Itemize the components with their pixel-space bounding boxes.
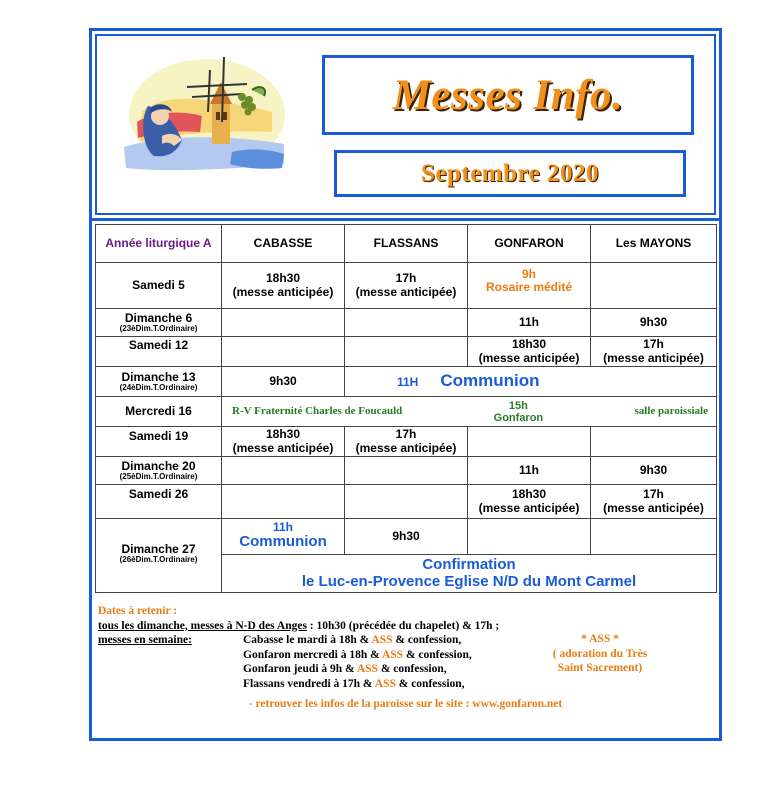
table-row <box>96 485 717 519</box>
cell-mayons: 9h30 <box>591 457 717 485</box>
cell-cabasse: 9h30 <box>222 367 345 397</box>
day-label: Samedi 12 <box>96 337 222 367</box>
page-title: Messes Info. <box>392 71 624 119</box>
cell-flassans <box>345 309 468 337</box>
day-label: Samedi 5 <box>96 263 222 309</box>
notes-heading: Dates à retenir : <box>98 605 178 617</box>
table-row <box>96 427 717 457</box>
cell-flassans <box>345 457 468 485</box>
cell-gonfaron: 9h Rosaire médité <box>468 263 591 309</box>
cell-flassans: 9h30 <box>345 519 468 555</box>
mass-schedule-table <box>95 224 717 593</box>
cell-gonfaron <box>468 427 591 457</box>
website-link[interactable]: - retrouver les infos de la paroisse sur le site : www.gonfaron.net <box>248 698 563 710</box>
table-row <box>96 519 717 555</box>
cell-gonfaron <box>468 519 591 555</box>
day-label: Dimanche 13 (24èDim.T.Ordinaire) <box>96 367 222 397</box>
table-row <box>96 397 717 427</box>
month-title: Septembre 2020 <box>420 159 600 187</box>
cell-flassans: 17h (messe anticipée) <box>345 427 468 457</box>
wednesday-event-cell: R-V Fraternité Charles de Foucauld 15h Gonfaron salle paroissiale <box>222 397 717 427</box>
day-label: Dimanche 6 (23èDim.T.Ordinaire) <box>96 309 222 337</box>
cell-mayons <box>591 263 717 309</box>
column-header-cabasse: CABASSE <box>222 225 345 263</box>
table-row <box>96 263 717 309</box>
column-header-flassans: FLASSANS <box>345 225 468 263</box>
cell-gonfaron: 18h30 (messe anticipée) <box>468 485 591 519</box>
cell-mayons: 9h30 <box>591 309 717 337</box>
cell-cabasse: 18h30 (messe anticipée) <box>222 427 345 457</box>
table-row <box>96 309 717 337</box>
table-row <box>96 457 717 485</box>
table-header-row <box>96 225 717 263</box>
cell-cabasse <box>222 337 345 367</box>
cell-gonfaron: 11h <box>468 309 591 337</box>
weekday-note: Gonfaron mercredi à 18h & ASS & confession, <box>243 648 472 661</box>
cell-flassans <box>345 485 468 519</box>
confirmation-cell: Confirmation le Luc-en-Provence Eglise N/D du Mont Carmel <box>222 555 717 593</box>
communion-merged-cell: 11H Communion <box>345 367 717 397</box>
ass-explanation: * ASS * ( adoration du Très Saint Sacrement) <box>552 633 648 674</box>
month-box <box>334 150 686 197</box>
table-row <box>96 337 717 367</box>
sunday-note: tous les dimanche, messes à N-D des Anges : 10h30 (précédée du chapelet) & 17h ; <box>98 619 500 632</box>
cell-mayons: 17h (messe anticipée) <box>591 485 717 519</box>
weekday-note: Gonfaron jeudi à 9h & ASS & confession, <box>243 663 447 675</box>
cell-mayons <box>591 427 717 457</box>
day-label: Dimanche 27 (26èDim.T.Ordinaire) <box>96 519 222 593</box>
liturgical-year-label: Année liturgique A <box>96 225 222 263</box>
header-separator <box>89 218 722 221</box>
weekday-note: messes en semaine: Cabasse le mardi à 18h & ASS & confession, <box>98 634 462 646</box>
cell-gonfaron: 18h30 (messe anticipée) <box>468 337 591 367</box>
cell-cabasse <box>222 309 345 337</box>
cell-cabasse <box>222 485 345 519</box>
cell-mayons: 17h (messe anticipée) <box>591 337 717 367</box>
table-row <box>96 367 717 397</box>
day-label: Mercredi 16 <box>96 397 222 427</box>
column-header-mayons: Les MAYONS <box>591 225 717 263</box>
column-header-gonfaron: GONFARON <box>468 225 591 263</box>
cell-cabasse: 11h Communion <box>222 519 345 555</box>
cell-gonfaron: 11h <box>468 457 591 485</box>
parish-logo-icon <box>112 52 287 182</box>
weekday-note: Flassans vendredi à 17h & ASS & confession, <box>243 677 465 690</box>
day-label: Dimanche 20 (25èDim.T.Ordinaire) <box>96 457 222 485</box>
cell-flassans <box>345 337 468 367</box>
cell-flassans: 17h (messe anticipée) <box>345 263 468 309</box>
day-label: Samedi 19 <box>96 427 222 457</box>
cell-cabasse <box>222 457 345 485</box>
day-label: Samedi 26 <box>96 485 222 519</box>
cell-mayons <box>591 519 717 555</box>
cell-cabasse: 18h30 (messe anticipée) <box>222 263 345 309</box>
title-box <box>322 55 694 135</box>
